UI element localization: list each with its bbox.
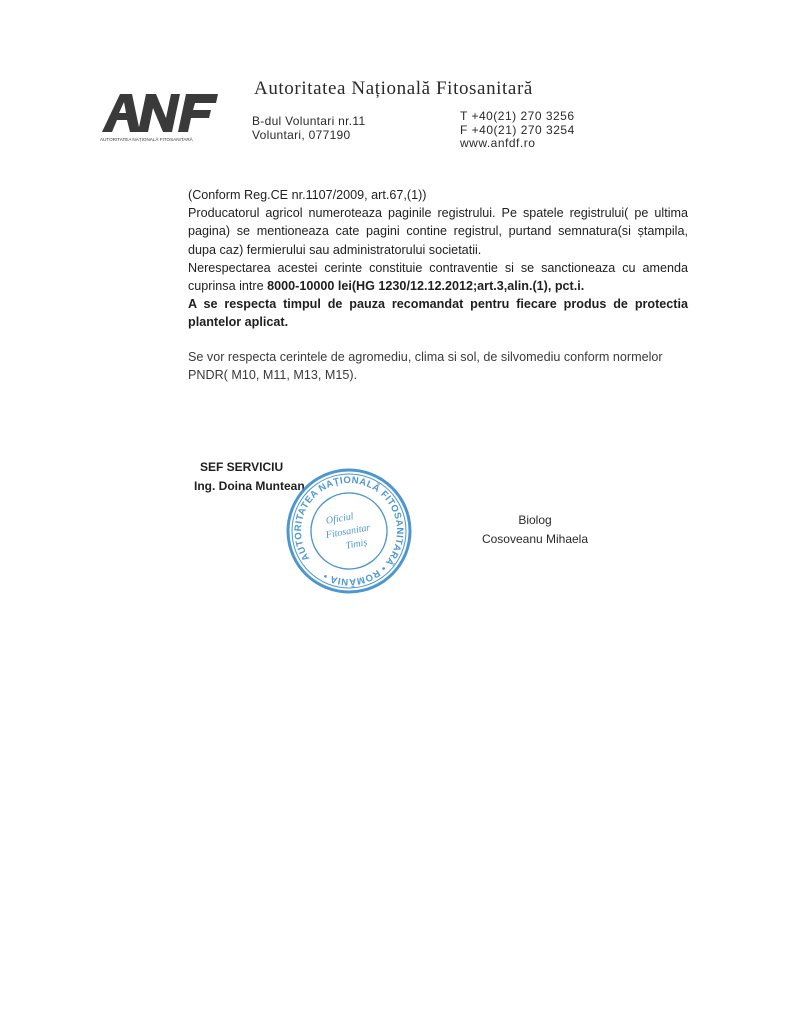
website: www.anfdf.ro xyxy=(460,136,536,150)
contact-block xyxy=(460,110,575,151)
signature-left-title: SEF SERVICIU xyxy=(200,460,284,474)
paragraph-pause-time: A se respecta timpul de pauza recomandat pentru fiecare produs de protectia plantelor aplicat. xyxy=(188,297,688,330)
anf-logo-subtext: AUTORITATEA NAȚIONALĂ FITOSANITARĂ xyxy=(100,137,193,142)
stamp-graphic xyxy=(284,466,414,596)
regulation-reference: (Conform Reg.CE nr.1107/2009, art.67,(1)) xyxy=(188,188,427,202)
contravention-text: Nerespectarea acestei cerinte constituie contraventie si se sanctioneaza cu amenda cuprinsa intre xyxy=(188,260,688,294)
anf-logo-graphic xyxy=(100,88,220,144)
stamp-ring-text: AUTORITATEA NAȚIONALĂ FITOSANITARĂ • ROMÂNIA • xyxy=(292,474,406,588)
stamp-center-line-3: Timiș xyxy=(344,537,369,552)
anf-logo xyxy=(100,88,220,144)
paragraph-register-numbering: Producatorul agricol numeroteaza paginile registrului. Pe spatele registrului( pe ultima pagina) se mentioneaza cate pagini contine registrul, purtand semnatura(si ștampila, dupa caz) fermierului sau administratorului societatii. xyxy=(188,206,688,257)
contravention-fine: 8000-10000 lei(HG 1230/12.12.2012;art.3,alin.(1), pct.i. xyxy=(267,279,585,294)
signature-right-name: Cosoveanu Mihaela xyxy=(481,532,589,546)
stamp-center-line-2: Fitosanitar xyxy=(324,522,372,541)
address-line-2: Voluntari, 077190 xyxy=(252,128,351,142)
signature-right xyxy=(476,511,594,549)
official-stamp xyxy=(284,466,414,596)
paragraph-pndr-requirements: Se vor respecta cerintele de agromediu, clima si sol, de silvomediu conform normelor PNDR( M10, M11, M13, M15). xyxy=(188,349,663,382)
signature-right-title: Biolog xyxy=(518,513,552,527)
organization-name: Autoritatea Națională Fitosanitară xyxy=(254,78,533,99)
fax-number: F +40(21) 270 3254 xyxy=(460,122,575,137)
paragraph-contravention xyxy=(188,259,688,295)
document-body xyxy=(188,186,688,384)
address-line-1: B-dul Voluntari nr.11 xyxy=(252,114,366,128)
address-block xyxy=(252,114,365,142)
stamp-center-line-1: Oficiul xyxy=(325,511,355,527)
signature-left-name: Ing. Doina Muntean xyxy=(194,479,305,493)
phone-number: T +40(21) 270 3256 xyxy=(460,109,575,123)
